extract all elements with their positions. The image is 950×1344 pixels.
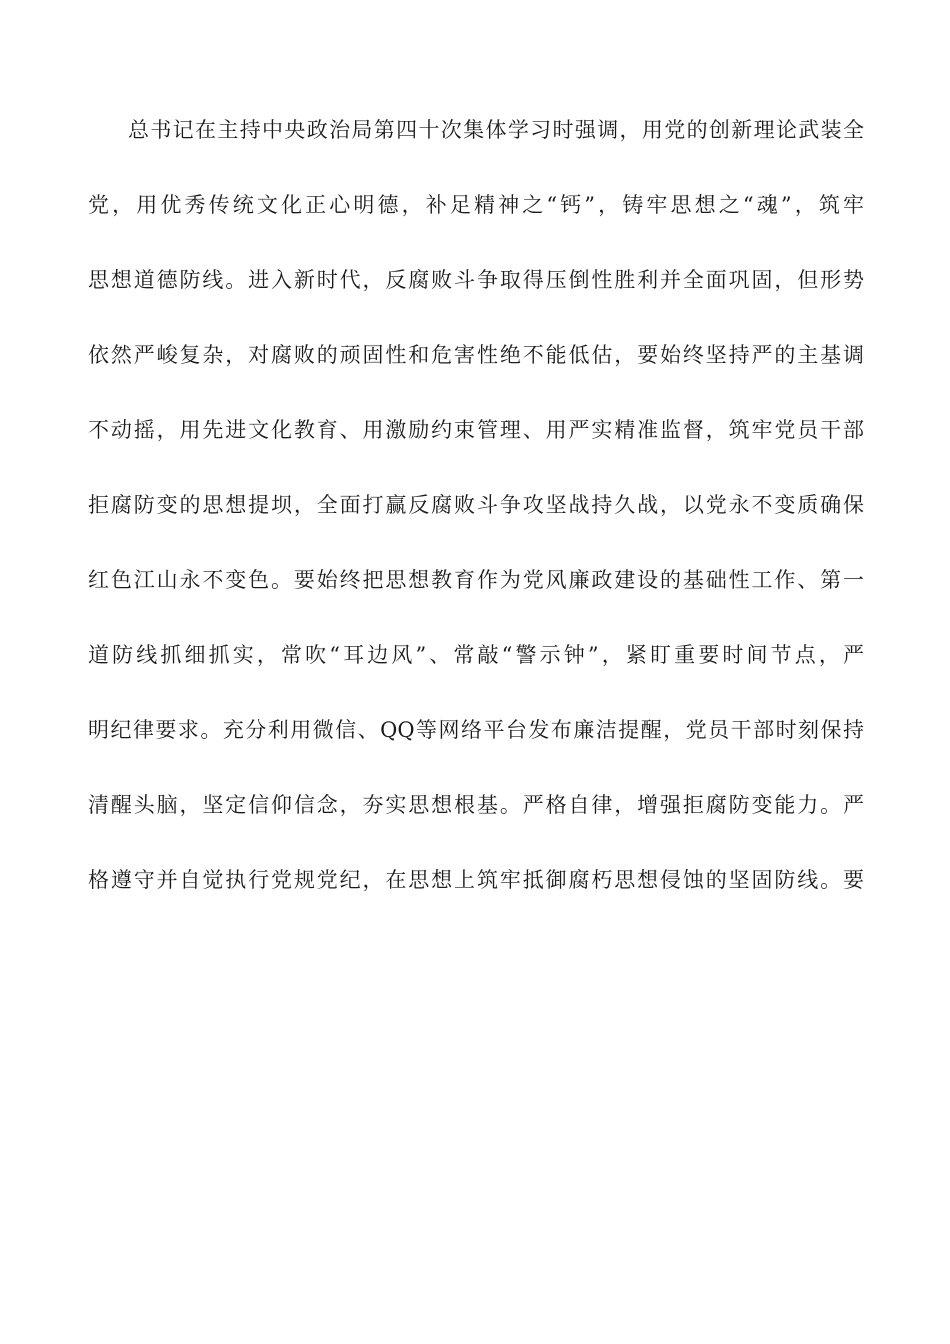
text-line-5: 不动摇，用先进文化教育、用激励约束管理、用严实精准监督，筑牢党员干部 [88, 418, 864, 442]
text-line-11: 格遵守并自觉执行党规党纪，在思想上筑牢抵御腐朽思想侵蚀的坚固防线。要 [88, 868, 864, 892]
body-paragraph [88, 118, 864, 955]
text-line-9: 明纪律要求。充分利用微信、QQ等网络平台发布廉洁提醒，党员干部时刻保持 [88, 718, 864, 742]
text-line-10: 清醒头脑，坚定信仰信念，夯实思想根基。严格自律，增强拒腐防变能力。严 [88, 793, 864, 817]
text-line-2: 党，用优秀传统文化正心明德，补足精神之“钙”，铸牢思想之“魂”，筑牢 [88, 193, 864, 217]
text-line-6: 拒腐防变的思想提坝，全面打赢反腐败斗争攻坚战持久战，以党永不变质确保 [88, 493, 864, 517]
text-line-3: 思想道德防线。进入新时代，反腐败斗争取得压倒性胜利并全面巩固，但形势 [88, 268, 864, 292]
text-line-7: 红色江山永不变色。要始终把思想教育作为党风廉政建设的基础性工作、第一 [88, 568, 864, 592]
text-line-4: 依然严峻复杂，对腐败的顽固性和危害性绝不能低估，要始终坚持严的主基调 [88, 343, 864, 367]
text-line-8: 道防线抓细抓实，常吹“耳边风”、常敲“警示钟”，紧盯重要时间节点，严 [88, 643, 864, 667]
text-line-1: 总书记在主持中央政治局第四十次集体学习时强调，用党的创新理论武装全 [128, 118, 864, 142]
